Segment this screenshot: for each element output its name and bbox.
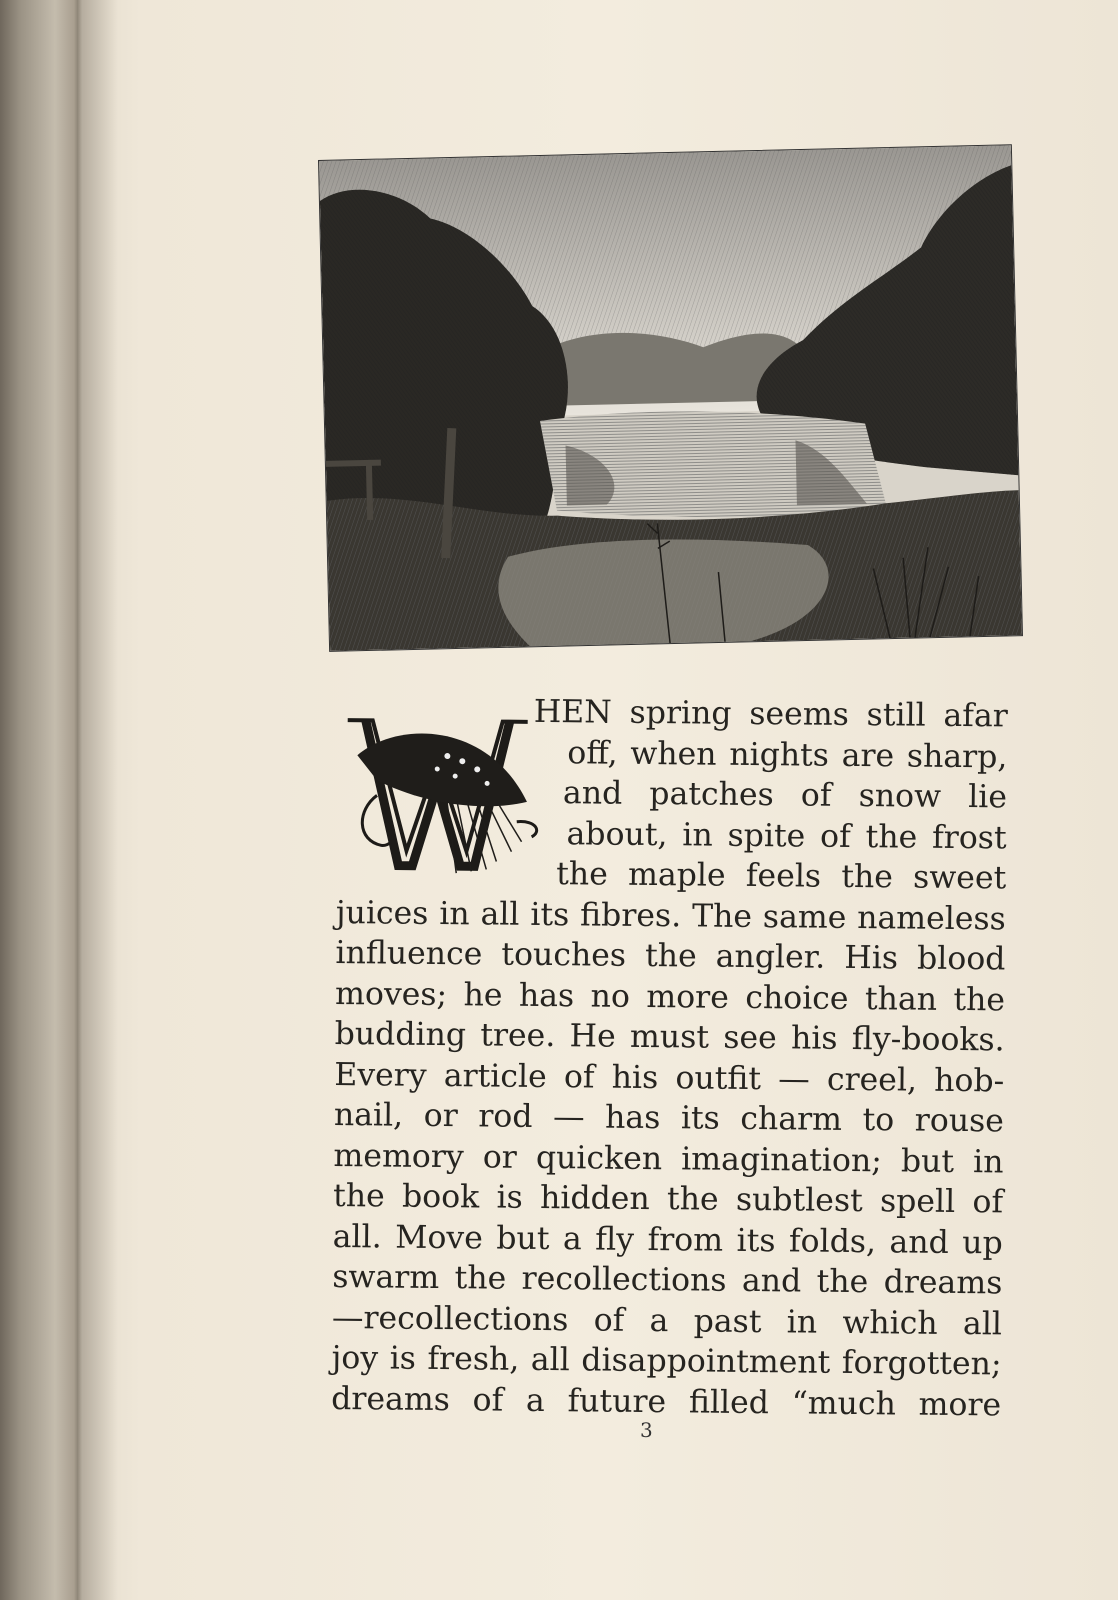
book-cover-edge [0,0,78,1600]
text-line: influence touches the angler. His blood [335,934,1006,978]
text-line: Every article of his outfit — creel, hob- [334,1056,1005,1099]
drop-cap-fly-illustration [336,700,548,882]
text-line: the maple feels the sweet [556,856,1007,897]
text-line: HEN spring seems still afar [533,693,1008,735]
text-line: nail, or rod — has its charm to rouse [333,1096,1005,1140]
text-line: swarm the recollections and the dreams [332,1258,1003,1302]
body-text [331,690,1008,1425]
text-line: memory or quicken imagination; but in [333,1137,1004,1180]
page-number: 3 [640,1418,653,1442]
text-line: joy is fresh, all disappointment forgotten; [331,1339,1002,1383]
text-line: off, when nights are sharp, [567,734,1008,775]
text-line: budding tree. He must see his fly-books. [334,1015,1005,1059]
text-line: dreams of a future filled “much more [331,1380,1002,1423]
text-line: all. Move but a fly from its folds, and up [332,1218,1003,1261]
text-line: about, in spite of the frost [566,815,1007,856]
book-page [80,0,1118,1600]
text-line: moves; he has no more choice than the [334,975,1006,1018]
text-line: juices in all its fibres. The same nameless [335,894,1007,937]
text-line: and patches of snow lie [562,775,1008,816]
text-line: —recollections of a past in which all [331,1299,1003,1342]
text-line: the book is hidden the subtlest spell of [332,1177,1004,1221]
river-landscape-engraving [318,144,1023,652]
